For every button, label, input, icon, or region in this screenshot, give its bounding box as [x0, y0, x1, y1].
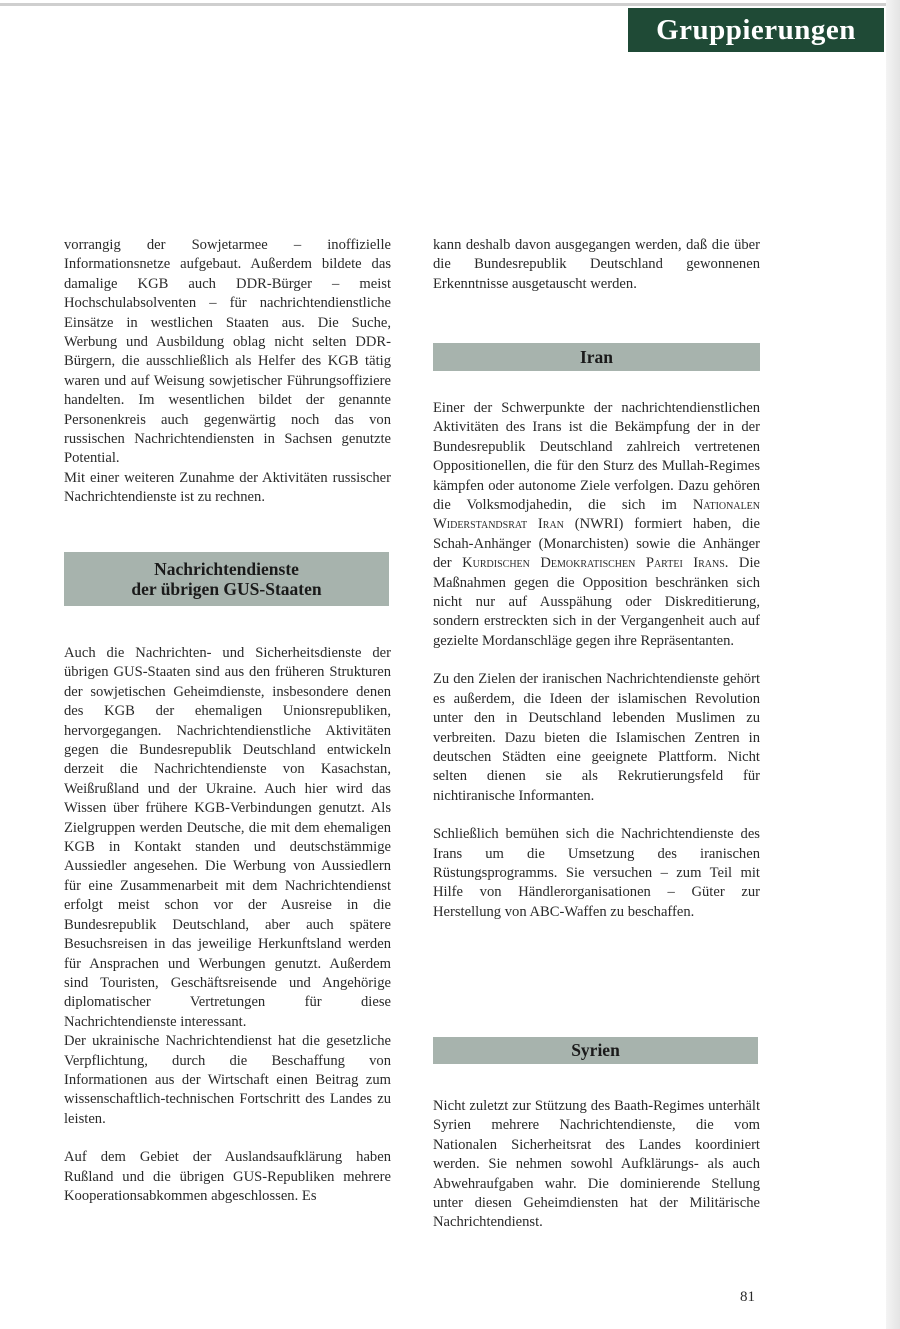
left-column-intro [64, 236, 391, 508]
paragraph: Nicht zuletzt zur Stützung des Baath-Regimes unterhält Syrien mehrere Nachrichtendienste, die vom Nationalen Sicherheitsrat des Landes koordiniert werden. Sie nehmen sowohl Aufklärungs- als auch Abwehraufgaben wahr. Die dominierende Stellung unter diesen Geheimdiensten hat der Militärische Nachrichtendienst. [433, 1098, 760, 1231]
paragraph: kann deshalb davon ausgegangen werden, daß die über die Bundesrepublik Deutschland gewonnenen Erkenntnisse ausgetauscht werden. [433, 237, 760, 292]
paragraph: Der ukrainische Nachrichtendienst hat die gesetzliche Verpflichtung, durch die Beschaffung von Informationen aus der Wirtschaft einen Beitrag zum wissenschaftlich-technischen Fortschritt des Landes zu leisten. [64, 1033, 391, 1127]
right-column-intro [433, 236, 760, 294]
section-heading-gus [64, 552, 389, 606]
top-rule [0, 3, 886, 6]
right-column-syrien [433, 1097, 760, 1233]
paragraph: Zu den Zielen der iranischen Nachrichtendienste gehört es außerdem, die Ideen der islamischen Revolution unter den in Deutschland lebenden Muslimen zu verbreiten. Dazu bieten die Islamischen Zentren in deutschen Städten eine geeignete Plattform. Nicht selten dienen sie als Rekrutierungsfeld für nichtiranische Informanten. [433, 671, 760, 804]
paragraph: Mit einer weiteren Zunahme der Aktivitäten russischer Nachrichtendienste ist zu rechnen. [64, 469, 391, 506]
right-column-iran [433, 399, 760, 922]
text-run: Einer der Schwerpunkte der nachrichtendienstlichen Aktivitäten des Irans ist die Bekämpfung der in der Bundesrepublik Deutschland zahlreich vertretenen Oppositionellen, die für den Sturz des Mullah-Regimes kämpfen oder autonome Ziele verfolgen. Dazu gehören die Volksmodjahedin, die sich im [433, 400, 760, 514]
paragraph: Schließlich bemühen sich die Nachrichtendienste des Irans um die Umsetzung des iranischen Rüstungsprogramms. Sie versuchen – zum Teil mit Hilfe von Händlerorganisationen – Güter zur Herstellung von ABC-Waffen zu beschaffen. [433, 826, 760, 920]
section-heading-iran [433, 343, 760, 371]
section-heading-line: der übrigen GUS-Staaten [131, 579, 322, 599]
paragraph [433, 399, 760, 651]
paragraph: Auf dem Gebiet der Auslandsaufklärung haben Rußland und die übrigen GUS-Republiken mehrere Kooperationsabkommen abgeschlossen. Es [64, 1149, 391, 1204]
left-column-gus [64, 644, 391, 1206]
text-run: (NWRI) formiert haben, die Schah-Anhänger (Monarchisten) sowie die Anhänger der [433, 516, 761, 572]
organization-name: Nationalen Widerstandsrat Iran [433, 497, 761, 533]
organization-name: Kurdischen Demokratischen Partei Irans [462, 555, 725, 572]
section-heading-line: Nachrichtendienste [154, 559, 299, 579]
section-heading-syrien [433, 1037, 758, 1064]
paragraph: Auch die Nachrichten- und Sicherheitsdienste der übrigen GUS-Staaten sind aus den früheren Strukturen der sowjetischen Geheimdienste, insbesondere denen des KGB der ehemaligen Unionsrepubliken, hervorgegangen. Nachrichtendienstliche Aktivitäten gegen die Bundesrepublik Deutschland entwickeln derzeit die Nachrichtendienste von Kasachstan, Weißrußland und der Ukraine. Auch hier wird das Wissen über frühere KGB-Verbindungen genutzt. Als Zielgruppen werden Deutsche, die mit dem ehemaligen KGB in Kontakt standen und deutschstämmige Aussiedler angesehen. Die Werbung von Aussiedlern für eine Zusammenarbeit mit dem Nachrichtendienst erfolgt meist schon vor der Ausreise in die Bundesrepublik Deutschland, aber auch spätere Besuchsreisen in das jeweilige Herkunftsland werden für Ansprachen und Werbungen genutzt. Außerdem sind Touristen, Geschäftsreisende und Angehörige diplomatischer Vertretungen für diese Nachrichtendienste interessant. [64, 645, 391, 1030]
chapter-header [628, 8, 884, 52]
text-run: . Die Maßnahmen gegen die Opposition beschränken sich nicht nur auf Ausspähung oder Diskreditierung, sondern erstreckten sich in der Vergangenheit auch auf gezielte Mordanschläge gegen ihre Repräsentanten. [433, 555, 760, 649]
paragraph: vorrangig der Sowjetarmee – inoffizielle Informationsnetze aufgebaut. Außerdem bildete das damalige KGB auch DDR-Bürger – meist Hochschulabsolventen – für nachrichtendienstliche Einsätze in westlichen Staaten aus. Die Suche, Werbung und Ausbildung oblag nicht selten DDR-Bürgern, die ausschließlich als Helfer des KGB tätig waren und auf Weisung sowjetischer Führungsoffiziere handelten. Im wesentlichen bildet der genannte Personenkreis auch gegenwärtig noch das von russischen Nachrichtendiensten in Sachsen genutzte Potential. [64, 237, 391, 467]
chapter-title: Gruppierungen [656, 13, 856, 46]
section-heading-label: Iran [579, 346, 614, 367]
page-number: 81 [740, 1289, 755, 1305]
page-edge-shadow [886, 0, 900, 1329]
section-heading-label: Syrien [571, 1040, 620, 1060]
